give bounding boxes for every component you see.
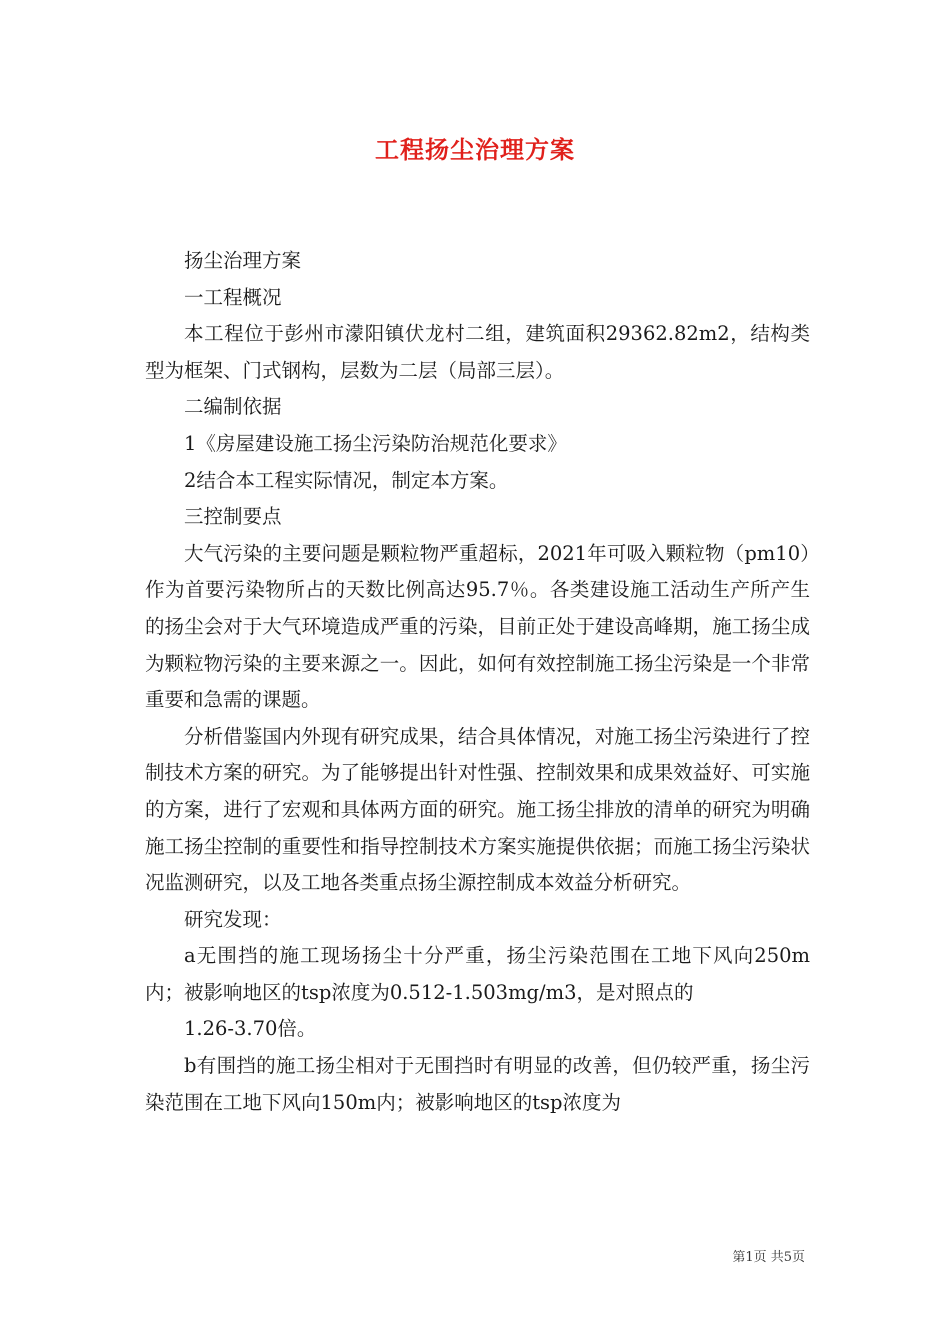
document-body bbox=[145, 243, 810, 1121]
finding-a: a无围挡的施工现场扬尘十分严重，扬尘污染范围在工地下风向250m内；被影响地区的tsp浓度为0.512-1.503mg/m3，是对照点的 bbox=[145, 944, 810, 1004]
finding-b: b有围挡的施工扬尘相对于无围挡时有明显的改善，但仍较严重，扬尘污染范围在工地下风向150m内；被影响地区的tsp浓度为 bbox=[145, 1054, 810, 1114]
paragraph-findings-label: 研究发现： bbox=[184, 907, 282, 931]
list-item-basis-2: 2结合本工程实际情况，制定本方案。 bbox=[184, 468, 509, 492]
document-title: 工程扬尘治理方案 bbox=[375, 135, 575, 164]
finding-a-ratio: 1.26-3.70倍。 bbox=[184, 1017, 317, 1041]
paragraph-heading: 扬尘治理方案 bbox=[184, 249, 302, 272]
paragraph-analysis: 分析借鉴国内外现有研究成果，结合具体情况，对施工扬尘污染进行了控制技术方案的研究。为了能够提出针对性强、控制效果和成果效益好、可实施的方案，进行了宏观和具体两方面的研究。施工扬尘排放的清单的研究为明确施工扬尘控制的重要性和指导控制技术方案实施提供依据；而施工扬尘污染状况监测研究，以及工地各类重点扬尘源控制成本效益分析研究。 bbox=[145, 724, 810, 895]
section-heading-overview: 一工程概况 bbox=[184, 285, 282, 309]
section-heading-control: 三控制要点 bbox=[184, 505, 282, 529]
list-item-basis-1: 1《房屋建设施工扬尘污染防治规范化要求》 bbox=[184, 431, 567, 455]
page-number-footer: 第1页 共5页 bbox=[732, 1250, 805, 1265]
section-heading-basis: 二编制依据 bbox=[184, 395, 282, 419]
paragraph-overview: 本工程位于彭州市濛阳镇伏龙村二组，建筑面积29362.82m2，结构类型为框架、门式钢构，层数为二层（局部三层）。 bbox=[145, 322, 810, 382]
paragraph-pollution: 大气污染的主要问题是颗粒物严重超标，2021年可吸入颗粒物（pm10）作为首要污染物所占的天数比例高达95.7％。各类建设施工活动生产所产生的扬尘会对于大气环境造成严重的污染，目前正处于建设高峰期，施工扬尘成为颗粒物污染的主要来源之一。因此，如何有效控制施工扬尘污染是一个非常重要和急需的课题。 bbox=[145, 541, 810, 712]
